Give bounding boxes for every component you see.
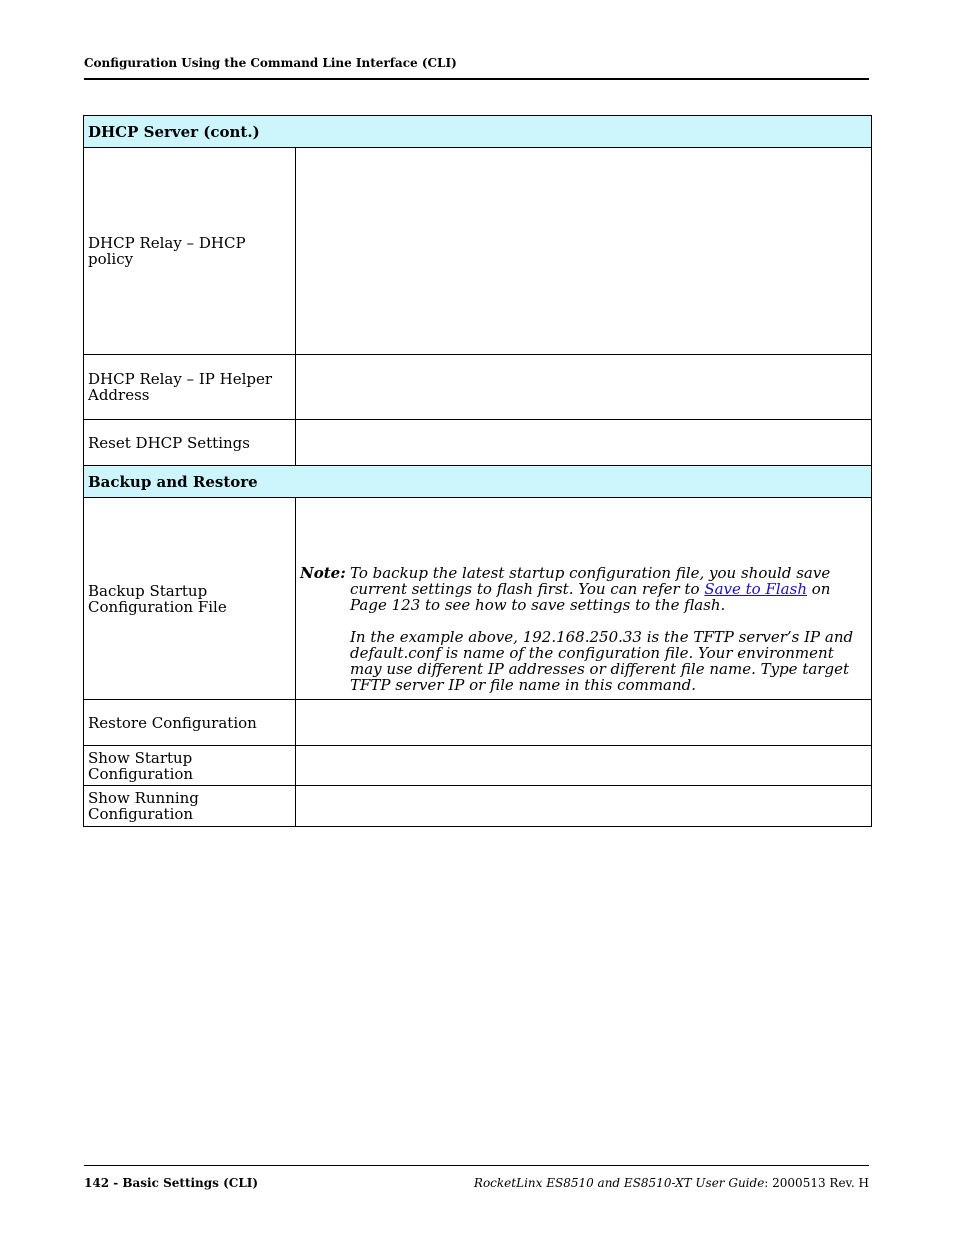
row-content-empty bbox=[296, 148, 872, 355]
doc-revision: : 2000513 Rev. H bbox=[764, 1176, 869, 1190]
row-content-empty bbox=[296, 355, 872, 420]
row-label-restore: Restore Configuration bbox=[84, 700, 296, 746]
table-row bbox=[84, 148, 872, 355]
row-label-reset-dhcp: Reset DHCP Settings bbox=[84, 420, 296, 466]
table-row bbox=[84, 498, 872, 700]
page-footer-right bbox=[474, 1176, 869, 1190]
table-row bbox=[84, 355, 872, 420]
running-header: Configuration Using the Command Line Interface (CLI) bbox=[84, 56, 457, 70]
footer-rule bbox=[84, 1165, 869, 1166]
row-content-empty bbox=[296, 746, 872, 786]
row-content-note bbox=[296, 498, 872, 700]
row-content-empty bbox=[296, 786, 872, 827]
note-block bbox=[300, 565, 867, 693]
note-paragraph-2: In the example above, 192.168.250.33 is the TFTP server’s IP and default.conf is name of the configuration file. Your environment may use different IP addresses or different file name. Type target TFTP server IP or file name in this command. bbox=[350, 628, 854, 694]
row-content-empty bbox=[296, 700, 872, 746]
section-header-row bbox=[84, 466, 872, 498]
row-label-show-startup: Show Startup Configuration bbox=[84, 746, 296, 786]
page-footer-left: 142 - Basic Settings (CLI) bbox=[84, 1176, 259, 1190]
table-row bbox=[84, 786, 872, 827]
row-label-backup-startup: Backup Startup Configuration File bbox=[84, 498, 296, 700]
note-body bbox=[350, 565, 867, 693]
row-label-ip-helper: DHCP Relay – IP Helper Address bbox=[84, 355, 296, 420]
row-label-show-running: Show Running Configuration bbox=[84, 786, 296, 827]
note-paragraph-1: To backup the latest startup configuration file, you should save current settings to flash first. You can refer to Save to Flash on Page 123 to see how to save settings to the flash. bbox=[350, 564, 831, 614]
table-row bbox=[84, 420, 872, 466]
guide-title: RocketLinx ES8510 and ES8510-XT User Guide bbox=[473, 1176, 765, 1190]
table-row bbox=[84, 746, 872, 786]
row-content-empty bbox=[296, 420, 872, 466]
save-to-flash-link[interactable]: Save to Flash bbox=[704, 580, 807, 598]
row-label-dhcp-policy: DHCP Relay – DHCP policy bbox=[84, 148, 296, 355]
cli-command-table bbox=[83, 115, 872, 827]
header-rule bbox=[84, 78, 869, 80]
section-title-backup-restore: Backup and Restore bbox=[84, 466, 872, 498]
note-label: Note: bbox=[300, 564, 346, 582]
table-row bbox=[84, 700, 872, 746]
section-header-row bbox=[84, 116, 872, 148]
section-title-dhcp-server: DHCP Server (cont.) bbox=[84, 116, 872, 148]
